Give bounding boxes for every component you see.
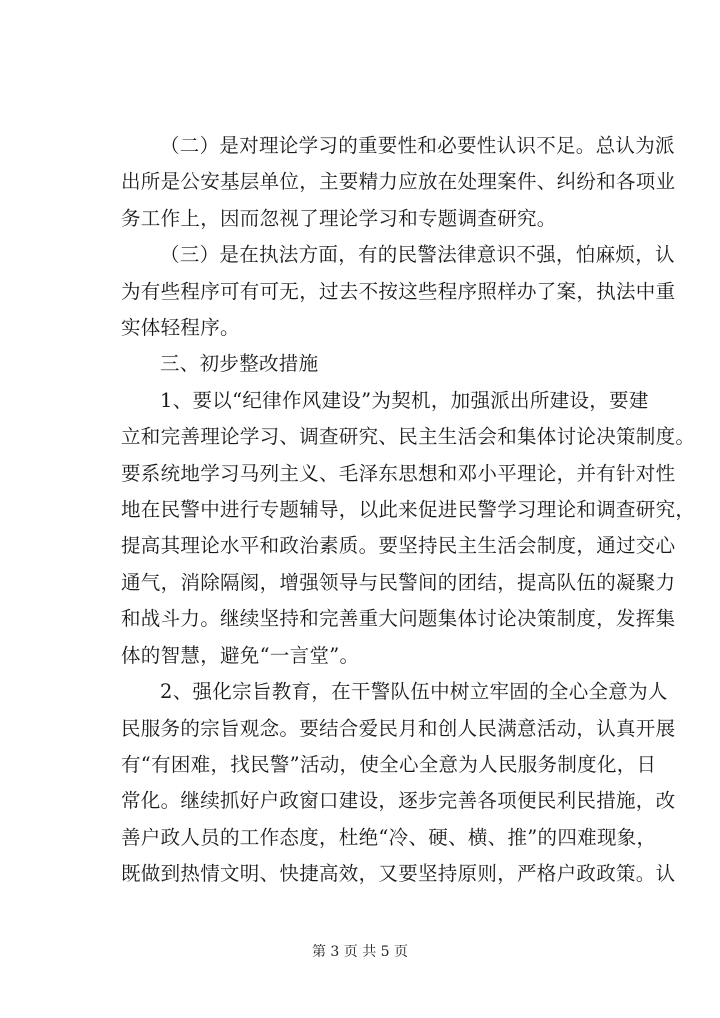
text-line: 要系统地学习马列主义、毛泽东思想和邓小平理论，并有针对性 xyxy=(121,461,676,485)
page-number-footer: 第 3 页 共 5 页 xyxy=(311,944,409,960)
text-line: 实体轻程序。 xyxy=(121,316,240,340)
section-heading-text: 三、初步整改措施 xyxy=(160,352,319,376)
paragraph-point-three xyxy=(121,237,676,346)
text-line: 提高其理论水平和政治素质。要坚持民主生活会制度，通过交心 xyxy=(121,534,676,558)
paragraph-point-two xyxy=(121,128,676,237)
document-body xyxy=(121,128,696,893)
text-line: 2、强化宗旨教育，在干警队伍中树立牢固的全心全意为人 xyxy=(160,680,668,704)
paragraph-measure-one xyxy=(121,383,696,674)
text-line: 有“有困难，找民警”活动，使全心全意为人民服务制度化，日 xyxy=(121,752,657,776)
text-line: 常化。继续抓好户政窗口建设，逐步完善各项便民利民措施，改 xyxy=(121,789,676,813)
text-line: 通气，消除隔阂，增强领导与民警间的团结，提高队伍的凝聚力 xyxy=(121,570,676,594)
text-line: （三）是在执法方面，有的民警法律意识不强，怕麻烦，认 xyxy=(160,243,675,267)
text-line: 体的智慧，避免“一言堂”。 xyxy=(121,643,360,667)
paragraph-measure-two xyxy=(121,674,676,892)
text-line: 善户政人员的工作态度，杜绝“冷、硬、横、推”的四难现象， xyxy=(121,825,657,849)
text-line: 务工作上，因而忽视了理论学习和专题调查研究。 xyxy=(121,206,557,230)
text-line: 地在民警中进行专题辅导，以此来促进民警学习理论和调查研究， xyxy=(121,498,696,522)
text-line: 为有些程序可有可无，过去不按这些程序照样办了案，执法中重 xyxy=(121,279,676,303)
text-line: 立和完善理论学习、调查研究、民主生活会和集体讨论决策制度。 xyxy=(121,425,696,449)
text-line: （二）是对理论学习的重要性和必要性认识不足。总认为派 xyxy=(160,134,675,157)
text-line: 和战斗力。继续坚持和完善重大问题集体讨论决策制度，发挥集 xyxy=(121,607,676,631)
text-line: 既做到热情文明、快捷高效，又要坚持原则，严格户政政策。认 xyxy=(121,862,676,886)
text-line: 民服务的宗旨观念。要结合爱民月和创人民满意活动，认真开展 xyxy=(121,716,676,740)
text-line: 1、要以“纪律作风建设”为契机，加强派出所建设，要建 xyxy=(160,388,649,412)
text-line: 出所是公安基层单位，主要精力应放在处理案件、纠纷和各项业 xyxy=(121,170,676,194)
section-heading xyxy=(121,346,641,382)
